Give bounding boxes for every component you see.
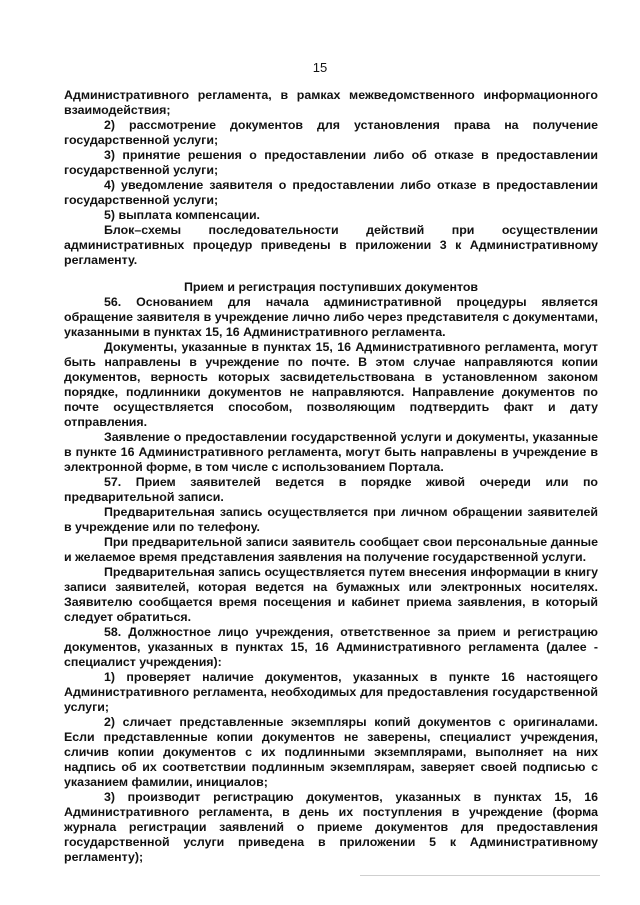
page-number: 15 [312,60,328,75]
paragraph: Предварительная запись осуществляется путем внесения информации в книгу записи заявителей, которая ведется на бумажных или электронных носителях. Заявителю сообщается время посещения и кабинет приема заявления, в который следует обратиться. [64,565,598,624]
paragraph: 57. Прием заявителей ведется в порядке живой очереди или по предварительной записи. [64,475,598,504]
paragraph: 1) проверяет наличие документов, указанных в пункте 16 настоящего Административного регламента, необходимых для предоставления государственной услуги; [64,670,598,714]
paragraph: 3) производит регистрацию документов, указанных в пунктах 15, 16 Административного регламента, в день их поступления в учреждение (форма журнала регистрации заявлений о приеме документов для предоставления государственной услуги приведена в приложении 5 к Административному регламенту); [64,790,598,864]
paragraph: 58. Должностное лицо учреждения, ответственное за прием и регистрацию документов, указанных в пунктах 15, 16 Административного регламента (далее - специалист учреждения): [64,625,598,669]
document-body [64,88,598,865]
paragraph: Предварительная запись осуществляется при личном обращении заявителей в учреждение или по телефону. [64,505,598,534]
paragraph: 5) выплата компенсации. [104,208,261,222]
paragraph: Блок–схемы последовательности действий при осуществлении административных процедур приведены в приложении 3 к Административному регламенту. [64,223,598,267]
paragraph: 2) рассмотрение документов для установления права на получение государственной услуги; [64,118,598,147]
paragraph: 56. Основанием для начала административной процедуры является обращение заявителя в учреждение лично либо через представителя с документами, указанными в пунктах 15, 16 Административного регламента. [64,295,598,339]
paragraph: 4) уведомление заявителя о предоставлении либо отказе в предоставлении государственной услуги; [64,178,598,207]
paragraph: При предварительной записи заявитель сообщает свои персональные данные и желаемое время представления заявления на получение государственной услуги. [64,535,598,564]
paragraph: Документы, указанные в пунктах 15, 16 Административного регламента, могут быть направлены в учреждение по почте. В этом случае направляются копии документов, верность которых засвидетельствована в установленном законом порядке, подлинники документов не направляются. Направление документов по почте осуществляется способом, позволяющим подтвердить факт и дату отправления. [64,340,598,429]
paragraph: 2) сличает представленные экземпляры копий документов с оригиналами. Если представленные копии документов не заверены, специалист учреждения, сличив копии документов с их подлинными экземплярами, выполняет на них надпись об их соответствии подлинным экземплярам, заверяет своей подписью с указанием фамилии, инициалов; [64,715,598,789]
paragraph: Административного регламента, в рамках межведомственного информационного взаимодействия; [64,88,598,117]
section-heading: Прием и регистрация поступивших документов [183,280,479,294]
scan-edge-line [360,875,600,876]
paragraph: Заявление о предоставлении государственной услуги и документы, указанные в пункте 16 Административного регламента, могут быть направлены в учреждение в электронной форме, в том числе с использованием Портала. [64,430,598,474]
paragraph: 3) принятие решения о предоставлении либо об отказе в предоставлении государственной услуги; [64,148,598,177]
